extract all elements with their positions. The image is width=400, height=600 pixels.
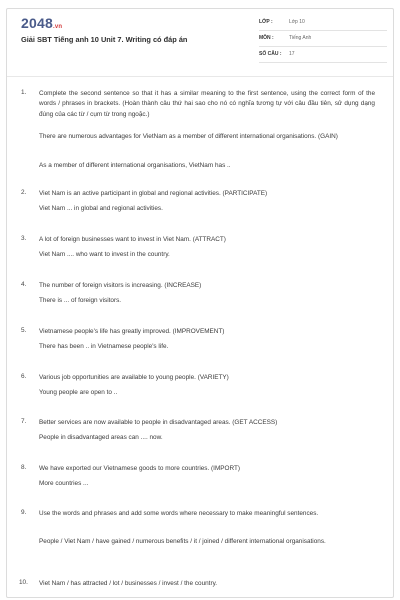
question-prompt: People in disadvantaged areas can .... now. [39, 434, 163, 441]
logo-text: 2048 [21, 15, 53, 31]
meta-key: LỚP : [259, 19, 273, 25]
question-prompt: Viet Nam ... in global and regional activities. [39, 205, 163, 212]
site-logo[interactable] [21, 15, 62, 31]
question-sentence: Viet Nam / has attracted / lot / businesses / invest / the country. [39, 580, 218, 587]
question-sentence: Various job opportunities are available to young people. (VARIETY) [39, 374, 229, 381]
question-sentence: The number of foreign visitors is increasing. (INCREASE) [39, 282, 202, 289]
question-prompt: Young people are open to .. [39, 389, 118, 396]
meta-row-count [259, 49, 387, 63]
meta-key: SỐ CÂU : [259, 51, 282, 57]
question-prompt: There has been .. in Vietnamese people's life. [39, 343, 169, 350]
question-number: 3. [21, 235, 27, 242]
question-number: 8. [21, 464, 27, 471]
meta-value: Lớp 10 [289, 19, 305, 25]
question-sentence: Viet Nam is an active participant in global and regional activities. (PARTICIPATE) [39, 190, 268, 197]
question-number: 5. [21, 327, 27, 334]
document-header [7, 9, 393, 65]
header-divider [7, 76, 393, 77]
document-sheet [6, 8, 394, 598]
question-prompt: More countries ... [39, 480, 89, 487]
meta-table [259, 17, 387, 65]
question-prompt: There is ... of foreign visitors. [39, 297, 122, 304]
question-instruction: Use the words and phrases and add some words where necessary to make meaningful sentences. [39, 510, 319, 517]
logo-suffix: .vn [52, 24, 63, 30]
question-sentence: Better services are now available to people in disadvantaged areas. (GET ACCESS) [39, 419, 278, 426]
meta-row-class [259, 17, 387, 31]
question-number: 4. [21, 281, 27, 288]
meta-value: 17 [289, 51, 295, 57]
question-number: 6. [21, 373, 27, 380]
question-number: 7. [21, 418, 27, 425]
meta-key: MÔN : [259, 35, 274, 41]
question-number: 10. [19, 579, 28, 586]
question-sentence: There are numerous advantages for VietNam as a member of different international organisations. (GAIN) [39, 133, 338, 140]
question-number: 9. [21, 509, 27, 516]
meta-row-subject [259, 33, 387, 47]
question-instruction: Complete the second sentence so that it has a similar meaning to the first sentence, using the correct form of the words / phrases in brackets. (Hoàn thành câu thứ hai sao cho nó có nghĩa tương tự với câu đầu tiên, sử dụng dạng đúng của các từ / cụm từ trong ngoặc.) [39, 90, 375, 118]
question-sentence: Vietnamese people's life has greatly improved. (IMPROVEMENT) [39, 328, 225, 335]
question-number: 2. [21, 189, 27, 196]
question-sentence: People / Viet Nam / have gained / numerous benefits / it / joined / different international organisations. [39, 538, 326, 545]
question-sentence: We have exported our Vietnamese goods to more countries. (IMPORT) [39, 465, 241, 472]
page-title: Giải SBT Tiếng anh 10 Unit 7. Writing có đáp án [21, 35, 188, 44]
question-prompt: Viet Nam .... who want to invest in the country. [39, 251, 170, 258]
question-sentence: A lot of foreign businesses want to invest in Viet Nam. (ATTRACT) [39, 236, 226, 243]
question-prompt: As a member of different international organisations, VietNam has .. [39, 162, 231, 169]
meta-value: Tiếng Anh [289, 35, 312, 41]
question-number: 1. [21, 89, 27, 96]
